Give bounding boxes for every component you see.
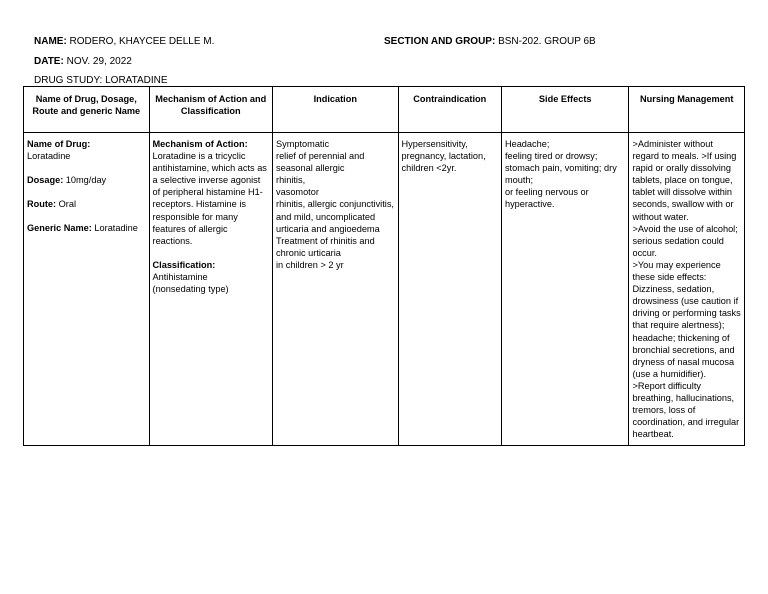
route-label: Route: — [27, 199, 57, 210]
mechanism-label: Mechanism of Action: — [152, 139, 248, 149]
nursing-item: >Report difficulty breathing, hallucinations, tremors, loss of coordination, and irregular heartbeat. — [632, 380, 740, 440]
side-effect-item: stomach pain, vomiting; dry mouth; — [504, 163, 617, 186]
indication-line: chronic urticaria — [276, 247, 341, 258]
indication-line: rhinitis, — [276, 175, 306, 186]
name-value: RODERO, KHAYCEE DELLE M. — [66, 36, 215, 47]
indication-line: vasomotor — [276, 187, 319, 198]
classification-line: Antihistamine — [152, 271, 208, 282]
indication-line: in children > 2 yr — [276, 259, 344, 270]
side-effect-item: Headache; — [504, 139, 550, 149]
header-nursing: Nursing Management — [629, 87, 745, 133]
table-header-row — [24, 87, 745, 133]
mechanism-cell — [149, 133, 273, 446]
name-label: NAME: — [34, 36, 67, 47]
contraindication-cell — [398, 133, 501, 446]
mechanism-text: Loratadine is a tricyclic antihistamine, which acts as a selective inverse agonist of peripheral histamine H1-receptors. Histamine is responsible for many features of allergic reactions. — [152, 151, 267, 246]
indication-line: relief of perennial and — [276, 151, 365, 162]
nursing-item: >You may experience these side effects: Dizziness, sedation, drowsiness (use caution if driving or performing tasks that require alertness); headache; thickening of bronchial secretions, and dryness of nasal mucosa (use a humidifier). — [632, 259, 741, 379]
nursing-item: >Avoid the use of alcohol; serious sedation could occur. — [632, 223, 738, 258]
nursing-cell — [629, 133, 745, 446]
indication-line: urticaria and angioedema — [276, 223, 380, 234]
section-label: SECTION AND GROUP: — [384, 36, 496, 47]
drug-study-title: DRUG STUDY: LORATADINE — [34, 75, 168, 86]
side-effects-cell — [501, 133, 629, 446]
indication-cell — [273, 133, 399, 446]
classification-line: (nonsedating type) — [152, 284, 229, 295]
drug-study-table — [23, 86, 745, 446]
classification-label: Classification: — [152, 259, 216, 270]
header-side-effects: Side Effects — [501, 87, 629, 133]
study-date — [34, 56, 132, 67]
side-effect-item: or feeling nervous or hyperactive. — [504, 187, 589, 210]
header-drug-name: Name of Drug, Dosage, Route and generic Name — [24, 87, 150, 133]
section-value: BSN-202. GROUP 6B — [495, 36, 596, 47]
date-value: NOV. 29, 2022 — [63, 56, 132, 67]
generic-label: Generic Name: — [27, 223, 92, 234]
nursing-item: >Administer without regard to meals. >If using rapid or orally dissolving tablets, place on tongue, tablet will dissolve within seconds, swallow with or without water. — [632, 139, 737, 222]
side-effect-item: feeling tired or drowsy; — [504, 151, 598, 162]
dosage-label: Dosage: — [27, 175, 64, 186]
indication-line: and mild, uncomplicated — [276, 211, 376, 222]
dosage-value: 10mg/day — [63, 175, 107, 186]
date-label: DATE: — [34, 56, 64, 67]
header-mechanism: Mechanism of Action and Classification — [149, 87, 273, 133]
indication-line: Symptomatic — [276, 139, 330, 149]
drug-name-value: Loratadine — [27, 151, 71, 162]
indication-line: Treatment of rhinitis and — [276, 235, 375, 246]
contraindication-text: Hypersensitivity, pregnancy, lactation, children <2yr. — [401, 139, 486, 174]
student-name — [34, 36, 214, 47]
drug-name-label: Name of Drug: — [27, 139, 91, 149]
section-and-group — [384, 36, 596, 47]
route-value: Oral — [56, 199, 77, 210]
drug-cell — [24, 133, 150, 446]
header-indication: Indication — [273, 87, 399, 133]
indication-line: rhinitis, allergic conjunctivitis, — [276, 199, 394, 210]
generic-value: Loratadine — [91, 223, 138, 234]
header-contraindication: Contraindication — [398, 87, 501, 133]
indication-line: seasonal allergic — [276, 163, 345, 174]
table-row — [24, 133, 745, 446]
